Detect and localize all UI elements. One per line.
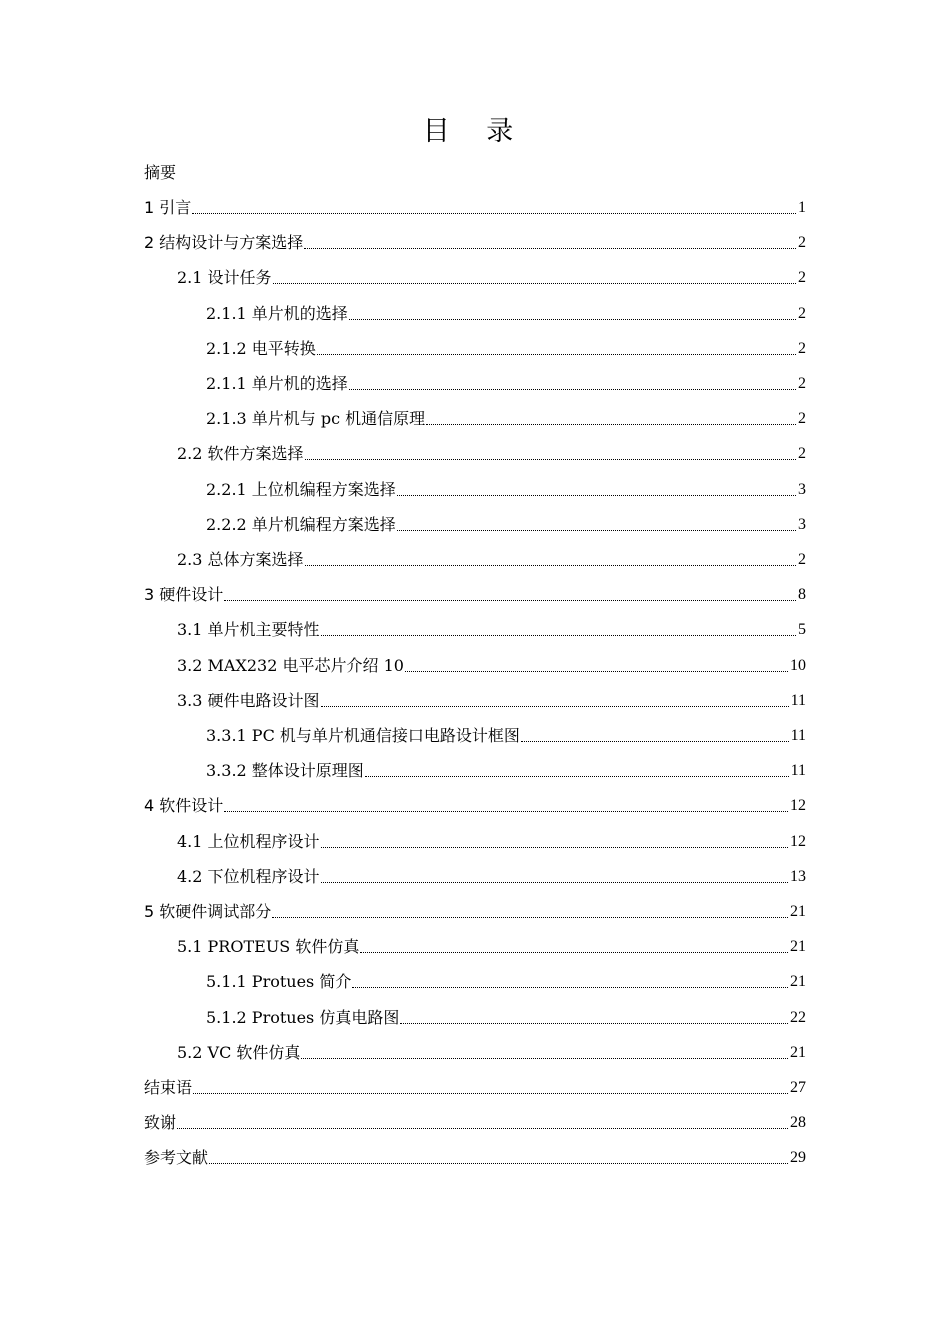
toc-dot-leader [321,882,788,883]
toc-page-number: 29 [790,1149,806,1167]
toc-entry[interactable] [206,301,806,325]
toc-dot-leader [321,635,796,636]
toc-dot-leader [400,1023,788,1024]
toc-dot-leader [352,987,788,988]
toc-page-number: 12 [790,832,806,850]
toc-dot-leader [349,319,796,320]
toc-entry-text: 致谢 [144,1113,177,1133]
toc-page-number: 3 [798,515,806,533]
toc-entry[interactable] [177,617,806,641]
toc-entry[interactable] [206,723,806,747]
toc-page-number: 2 [798,269,806,287]
toc-entry-text: 3.1 单片机主要特性 [177,620,320,640]
toc-page-number: 12 [790,797,806,815]
toc-dot-leader [209,1163,788,1164]
toc-entry-text: 3.3.2 整体设计原理图 [206,761,364,781]
toc-page-number: 2 [798,410,806,428]
toc-entry-text: 结束语 [144,1078,193,1097]
toc-dot-leader [349,389,796,390]
toc-entry[interactable] [177,934,806,958]
toc-entry-text: 3.3.1 PC 机与单片机通信接口电路设计框图 [206,726,520,745]
toc-title: 目 录 [422,116,528,147]
toc-entry-text: 4 软件设计 [144,796,224,816]
toc-page-number: 21 [790,903,806,920]
toc-entry[interactable] [206,336,806,360]
toc-heading-abstract[interactable] [144,160,344,184]
toc-entry[interactable] [144,582,806,606]
toc-entry[interactable] [206,512,806,536]
toc-entry[interactable] [177,653,806,677]
toc-entry[interactable] [177,265,806,289]
toc-entry-text: 5.1.1 Protues 简介 [206,972,352,992]
toc-page-number: 28 [790,1114,806,1132]
toc-dot-leader [193,1093,788,1094]
toc-entry-text: 2.1 设计任务 [177,268,272,288]
toc-entry-text: 5.1 PROTEUS 软件仿真 [177,937,360,957]
toc-dot-leader [224,600,796,601]
toc-entry-text: 4.1 上位机程序设计 [177,831,320,851]
toc-dot-leader [301,1058,788,1059]
toc-page-number: 5 [798,621,806,639]
toc-entry-text: 2 结构设计与方案选择 [144,233,304,253]
toc-page-number: 11 [790,762,806,780]
toc-dot-leader [321,847,788,848]
toc-entry[interactable] [206,371,806,395]
toc-page-number: 8 [798,586,806,604]
toc-entry-text: 2.1.3 单片机与 pc 机通信原理 [206,409,426,429]
toc-entry-text: 2.2.2 单片机编程方案选择 [206,514,396,534]
toc-entry-text: 2.2 软件方案选择 [177,444,304,464]
toc-dot-leader [397,530,796,531]
toc-page-number: 2 [798,375,806,392]
toc-entry-text: 1 引言 [144,198,192,217]
toc-entry[interactable] [177,829,806,853]
toc-dot-leader [273,283,796,284]
toc-entry[interactable] [144,1110,806,1134]
toc-dot-leader [224,811,788,812]
toc-entry-text: 2.1.2 电平转换 [206,338,316,358]
toc-dot-leader [521,741,789,742]
toc-entry[interactable] [144,1075,806,1099]
toc-page-number: 21 [790,973,806,991]
toc-entry[interactable] [206,1005,806,1029]
toc-entry-text: 5.1.2 Protues 仿真电路图 [206,1007,400,1027]
toc-dot-leader [305,459,796,460]
toc-page-number: 10 [790,656,806,674]
toc-page-number: 2 [798,445,806,463]
toc-entry[interactable] [144,195,806,219]
toc-page-number: 11 [790,691,806,709]
toc-entry[interactable] [206,969,806,993]
toc-entry-text: 摘要 [144,163,177,182]
toc-page-number: 2 [798,551,806,568]
toc-page-number: 11 [790,727,806,744]
toc-entry[interactable] [177,547,806,571]
toc-page-number: 2 [798,339,806,357]
toc-entry-text: 参考文献 [144,1148,209,1168]
toc-entry-text: 5 软硬件调试部分 [144,902,272,921]
toc-entry-text: 3.2 MAX232 电平芯片介绍 10 [177,655,404,675]
toc-dot-leader [365,776,789,777]
toc-page-number: 2 [798,304,806,322]
toc-entry-text: 2.1.1 单片机的选择 [206,374,348,393]
toc-entry[interactable] [144,793,806,817]
toc-dot-leader [405,671,788,672]
toc-dot-leader [317,354,796,355]
toc-dot-leader [305,565,796,566]
toc-entry[interactable] [206,477,806,501]
toc-entry[interactable] [144,899,806,923]
toc-page-number: 22 [790,1008,806,1026]
toc-entry-text: 4.2 下位机程序设计 [177,866,320,886]
toc-entry[interactable] [144,1145,806,1169]
toc-dot-leader [360,952,788,953]
toc-entry[interactable] [206,406,806,430]
toc-page-number: 2 [798,234,806,252]
toc-entry[interactable] [177,441,806,465]
toc-dot-leader [177,1128,788,1129]
toc-page-number: 13 [790,867,806,885]
toc-entry-text: 3.3 硬件电路设计图 [177,690,320,710]
toc-page-number: 21 [790,1043,806,1061]
toc-dot-leader [426,424,796,425]
toc-dot-leader [304,248,796,249]
toc-entry-text: 2.2.1 上位机编程方案选择 [206,479,396,499]
toc-entry[interactable] [177,1040,806,1064]
toc-entry[interactable] [177,688,806,712]
toc-entry[interactable] [144,230,806,254]
toc-entry-text: 5.2 VC 软件仿真 [177,1042,301,1062]
toc-entry-text: 3 硬件设计 [144,585,224,605]
toc-page-number: 21 [790,938,806,956]
toc-dot-leader [397,495,796,496]
toc-page-number: 27 [790,1079,806,1096]
toc-page-number: 3 [798,480,806,498]
toc-entry[interactable] [177,864,806,888]
toc-entry-text: 2.3 总体方案选择 [177,550,304,569]
toc-dot-leader [321,706,789,707]
toc-page-number: 1 [798,199,806,216]
toc-dot-leader [192,213,796,214]
toc-dot-leader [272,917,788,918]
toc-entry-text: 2.1.1 单片机的选择 [206,303,348,323]
toc-entry[interactable] [206,758,806,782]
